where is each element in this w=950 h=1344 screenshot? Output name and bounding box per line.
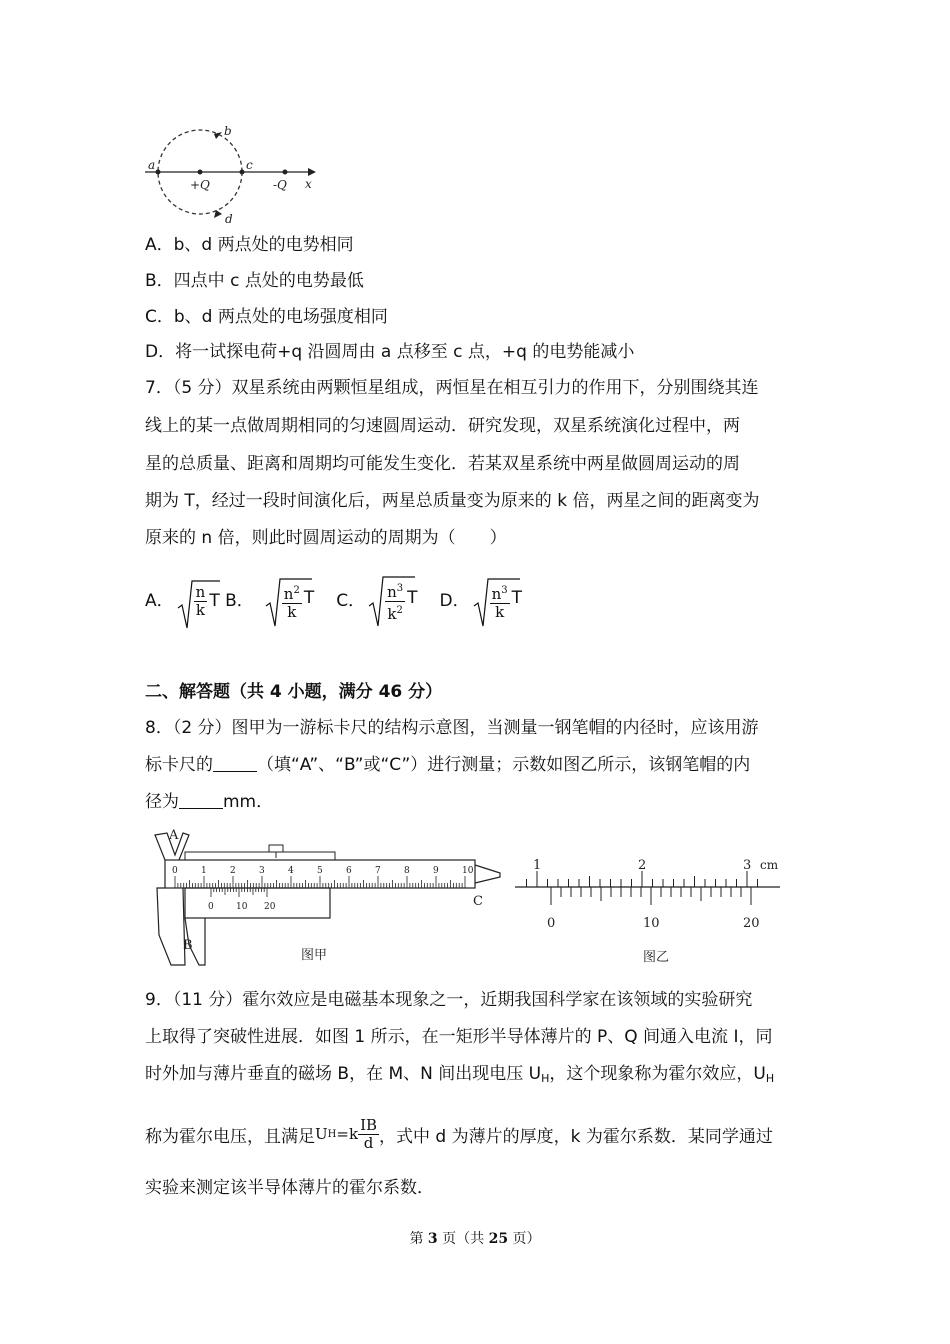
label-minus-q: -Q [273,178,287,192]
dipole-field-figure [140,122,325,227]
q8-line-3a: 径为 [145,792,179,812]
q8-line-2b: （填“A”、“B”或“C”）进行测量；示数如图乙所示，该钢笔帽的内 [257,755,751,775]
caliper-main-tick-label: 2 [230,866,236,876]
reading-main-tick-label: 1 [533,858,542,873]
q7-line-5: 原来的 n 倍，则此时圆周运动的周期为（ ） [145,528,507,548]
reading-main-tick-label: 3 [743,858,752,873]
q8-line-3 [145,790,273,814]
q8-line-2a: 标卡尺的 [145,755,213,775]
fig-yi-unit: cm [760,858,779,872]
caliper-label-c: C [473,894,483,909]
q9-formula-num: IB [360,1115,378,1134]
caliper-main-tick-label: 7 [375,866,381,876]
q7-line-3: 星的总质量、距离和周期均可能发生变化．若某双星系统中两星做圆周运动的周 [145,454,740,474]
q7-d-num-exp: 3 [501,584,508,596]
q7-option-b-tail: T [303,588,315,608]
q7-option-c-label: C． [336,590,366,611]
q6-option-a: A．b、d 两点处的电势相同 [145,235,354,255]
q7-option-b-radical [264,576,302,621]
q7-option-a-tail: T B． [209,590,254,611]
q6-option-c: C．b、d 两点处的电场强度相同 [145,307,388,327]
caliper-label-a: A [169,828,179,843]
reading-vernier-tick-label: 10 [643,916,660,931]
vernier-caliper-figure [145,825,505,973]
q7-c-num: n [387,582,397,601]
q7-line-4: 期为 T，经过一段时间演化后，两星总质量变为原来的 k 倍，两星之间的距离变为 [145,491,760,511]
q9-formula-u-sub: H [327,1128,337,1140]
q7-b-den: k [287,602,297,621]
q9-line-3a: 时外加与薄片垂直的磁场 B，在 M、N 间出现电压 U [145,1064,542,1084]
q7-c-num-exp: 3 [396,582,404,594]
q9-line-4a: 称为霍尔电压，且满足 [145,1126,315,1147]
fig-jia-caption: 图甲 [301,948,328,963]
q7-c-den-exp: 2 [396,604,403,616]
q8-blank-2 [179,792,223,809]
reading-main-tick-label: 2 [638,858,647,873]
reading-vernier-tick-label: 20 [743,916,760,931]
q7-option-d-label: D． [439,590,470,611]
q9-uh-sub-1: H [541,1072,550,1085]
caliper-vernier-tick-label: 20 [264,902,276,912]
label-x: x [305,177,312,191]
q8-blank-1 [213,755,257,772]
q7-option-c-tail: T [407,588,418,608]
q9-line-4b: ，式中 d 为薄片的厚度，k 为霍尔系数．某同学通过 [379,1126,773,1147]
label-plus-q: +Q [190,178,210,192]
q7-options [145,570,522,626]
q8-line-2 [145,753,750,777]
q7-option-d-tail: T [511,588,523,608]
q9-line-3 [145,1062,774,1091]
q7-d-den: k [495,602,505,621]
caliper-main-tick-label: 1 [201,866,207,876]
q9-formula-den: d [363,1133,374,1152]
caliper-main-tick-label: 5 [317,866,323,876]
q9-line-1: 9．（11 分）霍尔效应是电磁基本现象之一，近期我国科学家在该领域的实验研究 [145,990,753,1010]
caliper-main-tick-label: 3 [259,866,265,876]
caliper-main-tick-label: 0 [172,866,178,876]
q7-d-num: n [491,584,502,603]
caliper-main-tick-label: 6 [346,866,352,876]
q6-option-b: B．四点中 c 点处的电势最低 [145,271,364,291]
q7-b-num-exp: 2 [293,584,300,596]
q9-uh-sub-2: H [765,1072,775,1085]
q8-line-1: 8．（2 分）图甲为一游标卡尺的结构示意图，当测量一钢笔帽的内径时，应该用游 [145,718,759,738]
q7-a-num: n [195,582,206,601]
label-c: c [246,158,253,172]
q9-line-3b: ，这个现象称为霍尔效应，U [549,1064,766,1084]
q9-formula [315,1117,379,1152]
caliper-main-tick-label: 10 [462,866,474,876]
q7-b-num: n [283,584,294,603]
label-a: a [148,158,156,172]
q7-option-c-radical [367,574,405,623]
q7-option-a-radical [176,578,208,619]
page-footer [0,1228,950,1248]
q7-c-den: k [387,604,397,623]
caliper-vernier-tick-label: 10 [236,902,248,912]
caliper-label-b: B [183,938,193,953]
caliper-main-tick-label: 8 [404,866,410,876]
q8-line-3b: mm． [223,792,274,812]
footer-pre: 第 [409,1231,428,1247]
q7-option-d-radical [472,576,510,621]
label-d: d [225,212,233,226]
reading-vernier-tick-label: 0 [547,916,556,931]
q7-a-den: k [195,600,206,619]
section-2-title: 二、解答题（共 4 小题，满分 46 分） [145,682,443,702]
vernier-reading-figure [515,855,790,967]
q6-option-d: D．将一试探电荷+q 沿圆周由 a 点移至 c 点，+q 的电势能减小 [145,342,635,362]
q9-line-5: 实验来测定该半导体薄片的霍尔系数． [145,1178,434,1198]
q7-line-1: 7．（5 分）双星系统由两颗恒星组成，两恒星在相互引力的作用下，分别围绕其连 [145,378,759,398]
q7-option-a-label: A． [145,590,174,611]
caliper-main-tick-label: 9 [433,866,439,876]
q9-line-2: 上取得了突破性进展．如图 1 所示，在一矩形半导体薄片的 P、Q 间通入电流 I，同 [145,1027,773,1047]
q9-formula-eq: =k [336,1125,359,1143]
footer-total-pages: 25 [488,1231,509,1247]
q7-line-2: 线上的某一点做周期相同的匀速圆周运动．研究发现，双星系统演化过程中，两 [145,416,740,436]
q9-formula-u: U [315,1125,328,1143]
q9-line-4 [145,1112,773,1156]
caliper-vernier-tick-label: 0 [208,902,214,912]
fig-yi-caption: 图乙 [643,950,670,965]
label-b: b [224,124,232,138]
footer-page-number: 3 [427,1231,438,1247]
footer-post: 页） [508,1231,541,1247]
footer-mid: 页（共 [437,1231,489,1247]
caliper-main-tick-label: 4 [288,866,294,876]
